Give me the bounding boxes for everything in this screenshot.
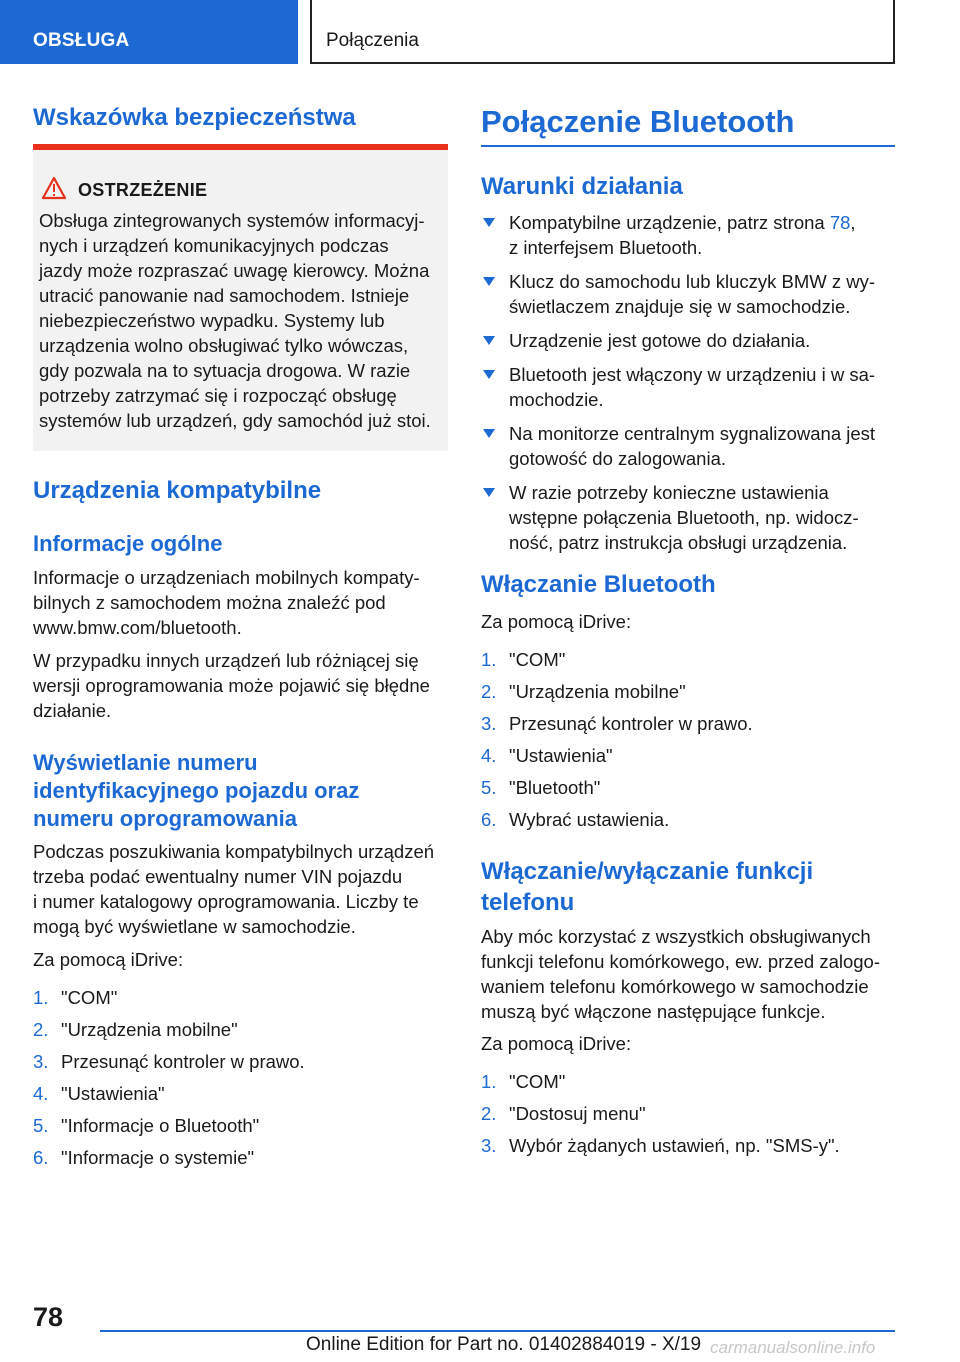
list-item: 1. "COM": [481, 649, 566, 670]
warning-box: [33, 144, 448, 451]
bullet-triangle-icon: [483, 218, 495, 227]
list-item: 3. Wybór żądanych ustawień, np. "SMS-y".: [481, 1135, 840, 1156]
list-item: 6. "Informacje o systemie": [33, 1147, 255, 1168]
section-tab: [0, 0, 298, 64]
chapter-title: Połączenia: [326, 30, 419, 51]
list-item: Klucz do samochodu lub kluczyk BMW z wy- świetlaczem znajduje się w samochodzie.: [481, 269, 895, 319]
compat-heading: Urządzenia kompatybilne: [33, 477, 322, 504]
vin-heading: Wyświetlanie numeru identyfikacyjnego pojazdu oraz numeru oprogramowania: [33, 750, 360, 831]
warning-title: OSTRZEŻENIE: [78, 180, 208, 200]
bullet-triangle-icon: [483, 370, 495, 379]
list-item: 4. "Ustawienia": [481, 745, 613, 766]
idrive-label-right: Za pomocą iDrive:: [481, 611, 632, 632]
list-item: Urządzenie jest gotowe do działania.: [481, 328, 895, 353]
heading-rule: [481, 145, 895, 147]
info-steps-list: [33, 985, 448, 1177]
list-item: Bluetooth jest włączony w urządzeniu i w sa- mochodzie.: [481, 362, 895, 412]
list-item: 6. Wybrać ustawienia.: [481, 809, 670, 830]
bullet-triangle-icon: [483, 488, 495, 497]
list-item: 5. "Bluetooth": [481, 777, 601, 798]
list-item: Na monitorze centralnym sygnalizowana jest gotowość do zalogowania.: [481, 421, 895, 471]
list-item: 1. "COM": [481, 1071, 566, 1092]
page-link[interactable]: 78: [829, 212, 851, 233]
bullet-triangle-icon: [483, 429, 495, 438]
list-item: 2. "Urządzenia mobilne": [481, 681, 686, 702]
conditions-list: [481, 210, 895, 555]
list-item: 4. "Ustawienia": [33, 1083, 165, 1104]
safety-heading: Wskazówka bezpieczeństwa: [33, 104, 356, 131]
enable-steps-list: [481, 647, 895, 839]
list-item: 2. "Urządzenia mobilne": [33, 1019, 238, 1040]
list-item: 2. "Dostosuj menu": [481, 1103, 646, 1124]
bluetooth-heading: Połączenie Bluetooth: [481, 104, 795, 139]
list-item: 5. "Informacje o Bluetooth": [33, 1115, 260, 1136]
general-heading: Informacje ogólne: [33, 531, 223, 556]
page-number: 78: [33, 1302, 64, 1332]
idrive-label: Za pomocą iDrive:: [33, 949, 184, 970]
vin-paragraph: Podczas poszukiwania kompatybilnych urządzeń trzeba podać ewentualny numer VIN pojazdu i numer katalogowy oprogramowania. Liczby te mogą być wyświetlane w samochodzie.: [33, 841, 435, 937]
general-paragraph-1: Informacje o urządzeniach mobilnych kompaty- bilnych z samochodem można znaleźć pod www.bmw.com/bluetooth.: [33, 567, 420, 638]
phone-paragraph: Aby móc korzystać z wszystkich obsługiwanych funkcji telefonu komórkowego, ew. przed zalogo- waniem telefonu komórkowego w samochodzie muszą być włączone następujące funkcje.: [481, 926, 880, 1022]
list-item: 3. Przesunąć kontroler w prawo.: [481, 713, 753, 734]
footer-rule: [100, 1330, 895, 1332]
warning-text: Obsługa zintegrowanych systemów informacyj- nych i urządzeń komunikacyjnych podczas jazdy może rozpraszać uwagę kierowcy. Można utracić panowanie nad samochodem. Istnieje niebezpieczeństwo wypadku. Systemy lub urządzenia wolno obsługiwać tylko wówczas, gdy pozwala na to sytuacja drogowa. W razie potrzeby zatrzymać się i rozpocząć obsługę systemów lub urządzeń, gdy samochód już stoi.: [39, 210, 431, 431]
chapter-tab: [310, 0, 895, 64]
warning-triangle-icon: [41, 176, 67, 200]
idrive-label-right-2: Za pomocą iDrive:: [481, 1033, 632, 1054]
conditions-heading: Warunki działania: [481, 173, 683, 200]
list-item: 3. Przesunąć kontroler w prawo.: [33, 1051, 305, 1072]
phone-heading: Włączanie/wyłączanie funkcji telefonu: [481, 858, 814, 916]
watermark: carmanualsonline.info: [710, 1338, 876, 1357]
list-item: 1. "COM": [33, 987, 118, 1008]
bullet-triangle-icon: [483, 277, 495, 286]
general-paragraph-2: W przypadku innych urządzeń lub różniącej się wersji oprogramowania może pojawić się błędne działanie.: [33, 650, 430, 721]
list-item: Kompatybilne urządzenie, patrz strona 78, z interfejsem Bluetooth.: [481, 210, 895, 260]
bullet-triangle-icon: [483, 336, 495, 345]
edition-info: Online Edition for Part no. 01402884019 - X/19: [306, 1334, 702, 1355]
section-title: OBSŁUGA: [33, 30, 130, 51]
list-item: W razie potrzeby konieczne ustawienia wstępne połączenia Bluetooth, np. widocz- ność, patrz instrukcja obsługi urządzenia.: [481, 480, 895, 555]
enable-heading: Włączanie Bluetooth: [481, 571, 716, 598]
phone-steps-list: [481, 1069, 895, 1165]
